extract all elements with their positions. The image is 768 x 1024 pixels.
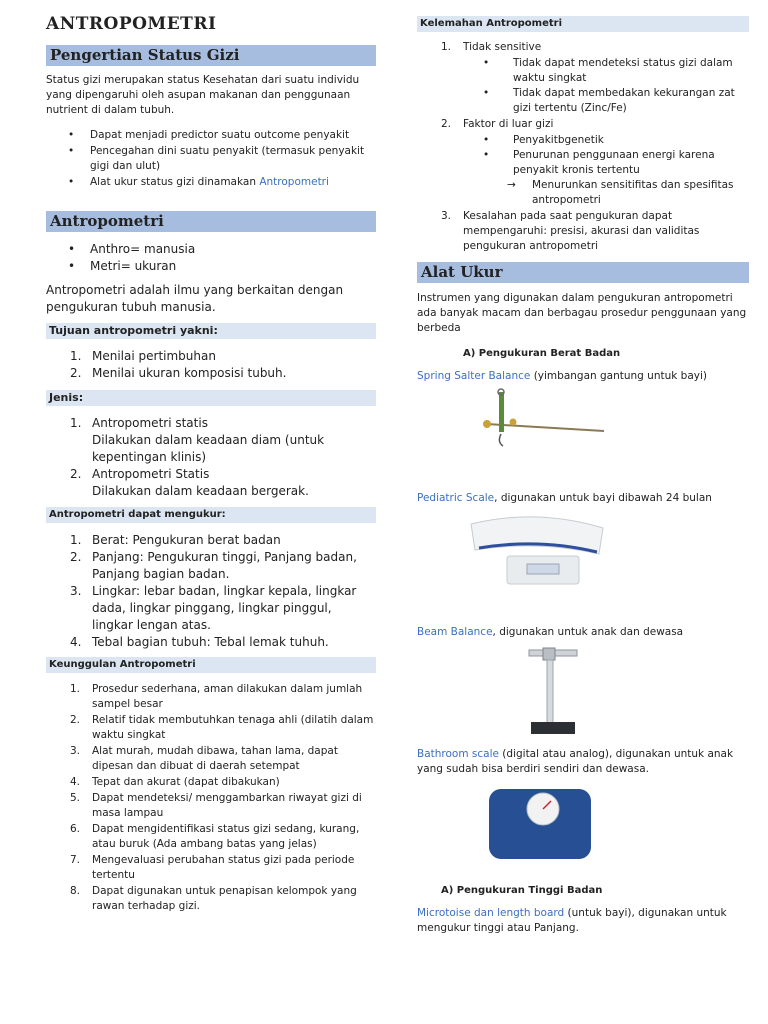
link-beam-balance[interactable]: Beam Balance <box>417 626 493 638</box>
link-pediatric-scale[interactable]: Pediatric Scale <box>417 492 495 504</box>
paragraph-pengertian: Status gizi merupakan status Kesehatan dari suatu individu yang dipengaruhi oleh asupan makanan dan penggunaan nutrient di dalam tubuh. <box>46 74 360 116</box>
list-item: 8. Dapat digunakan untuk penapisan kelompok yang rawan terhadap gizi. <box>70 885 357 912</box>
sublist <box>463 56 749 116</box>
left-column <box>46 0 376 1024</box>
caption-bathroom-scale: Bathroom scale (digital atau analog), digunakan untuk anak yang sudah bisa berdiri sendiri dan dewasa. <box>417 748 734 775</box>
caption-microtoise: Microtoise dan length board (untuk bayi), digunakan untuk mengukur tinggi atau Panjang. <box>417 907 727 934</box>
sublist-item: • Penyakitbgenetik <box>463 133 749 148</box>
link-bathroom-scale[interactable]: Bathroom scale <box>417 748 499 760</box>
link-microtoise[interactable]: Microtoise dan length board <box>417 907 565 919</box>
list-item: 5. Dapat mendeteksi/ menggambarkan riwayat gizi di masa lampau <box>70 792 362 819</box>
heading-pengertian: Pengertian Status Gizi <box>46 45 376 66</box>
list-item: 1. Menilai pertimbuhan <box>70 349 216 363</box>
sublist-item: • Tidak dapat membedakan kekurangan zat gizi tertentu (Zinc/Fe) <box>463 86 749 116</box>
list-item: 3. Lingkar: lebar badan, lingkar kepala, lingkar dada, lingkar pinggang, lingkar pinggul, lingkar lengan atas. <box>70 584 357 632</box>
list-item: 1. Prosedur sederhana, aman dilakukan dalam jumlah sampel besar <box>70 683 363 710</box>
beam-balance-image <box>523 646 589 738</box>
caption-beam-balance: Beam Balance, digunakan untuk anak dan dewasa <box>417 626 684 638</box>
list-mengukur <box>46 532 376 651</box>
sublist-item: • Tidak dapat mendeteksi status gizi dalam waktu singkat <box>463 56 749 86</box>
list-item: 6. Dapat mengidentifikasi status gizi sedang, kurang, atau buruk (Ada ambang batas yang jelas) <box>70 823 360 850</box>
list-jenis <box>46 415 376 500</box>
heading-kelemahan: Kelemahan Antropometri <box>417 16 749 32</box>
list-item: • Metri= ukuran <box>46 258 376 274</box>
right-column <box>417 0 749 1024</box>
list-item: 1. Berat: Pengukuran berat badan <box>70 533 281 547</box>
heading-antropometri: Antropometri <box>46 211 376 232</box>
list-item: 3. Kesalahan pada saat pengukuran dapat mempengaruhi: presisi, akurasi dan validitas pengukuran antropometri <box>441 210 700 252</box>
list-item: 3. Alat murah, mudah dibawa, tahan lama, dapat dipesan dan dibuat di daerah setempat <box>70 745 338 772</box>
list-item: 2. Faktor di luar gizi • Penyakitbgenetik • Penurunan penggunaan energi karena penyakit kronis tertentu → Menurunkan sensitifitas dan spesifitas antropometri <box>417 117 749 208</box>
sublist-item: • Penurunan penggunaan energi karena penyakit kronis tertentu <box>463 148 749 178</box>
list-item: 1. Antropometri statis Dilakukan dalam keadaan diam (untuk kepentingan klinis) <box>70 416 325 464</box>
list-item: 2. Relatif tidak membutuhkan tenaga ahli (dilatih dalam waktu singkat <box>70 714 374 741</box>
list-item: • Anthro= manusia <box>46 241 376 257</box>
list-item: 2. Antropometri Statis Dilakukan dalam keadaan bergerak. <box>70 467 309 498</box>
heading-tujuan: Tujuan antropometri yakni: <box>46 323 376 339</box>
heading-keunggulan: Keunggulan Antropometri <box>46 657 376 673</box>
list-pengertian <box>46 128 376 191</box>
arrow-item: → Menurunkan sensitifitas dan spesifitas antropometri <box>507 179 734 206</box>
subheading-berat-badan: A) Pengukuran Berat Badan <box>463 348 621 359</box>
paragraph-antropometri: Antropometri adalah ilmu yang berkaitan dengan pengukuran tubuh manusia. <box>46 283 344 314</box>
sublist <box>463 133 749 208</box>
heading-jenis: Jenis: <box>46 390 376 406</box>
list-item: • Pencegahan dini suatu penyakit (termasuk penyakit gigi dan ulut) <box>46 144 376 174</box>
list-item: 4. Tepat dan akurat (dapat dibakukan) <box>70 776 280 788</box>
list-item: 2. Menilai ukuran komposisi tubuh. <box>70 366 287 380</box>
list-item: 7. Mengevaluasi perubahan status gizi pada periode tertentu <box>70 854 355 881</box>
list-kelemahan <box>417 40 749 255</box>
list-item <box>46 175 376 190</box>
caption-spring-balance: Spring Salter Balance (yimbangan gantung untuk bayi) <box>417 370 708 382</box>
list-item: 1. Tidak sensitive • Tidak dapat mendeteksi status gizi dalam waktu singkat • Tidak dapat membedakan kekurangan zat gizi tertentu (Zinc/Fe) <box>417 40 749 116</box>
bathroom-scale-image <box>485 783 595 863</box>
list-item-text: Alat ukur status gizi dinamakan <box>90 176 260 188</box>
list-tujuan <box>46 348 376 382</box>
list-item: 2. Panjang: Pengukuran tinggi, Panjang badan, Panjang bagian badan. <box>70 550 357 581</box>
page-title: ANTROPOMETRI <box>46 14 217 34</box>
list-item: 4. Tebal bagian tubuh: Tebal lemak tuhuh. <box>70 635 329 649</box>
list-keunggulan <box>46 682 376 915</box>
link-antropometri[interactable]: Antropometri <box>259 176 329 188</box>
spring-balance-image <box>479 388 609 454</box>
pediatric-scale-image <box>467 510 607 590</box>
list-antropometri <box>46 241 376 275</box>
list-item: • Dapat menjadi predictor suatu outcome penyakit <box>46 128 376 143</box>
link-spring-salter-balance[interactable]: Spring Salter Balance <box>417 370 531 382</box>
caption-pediatric-scale: Pediatric Scale, digunakan untuk bayi dibawah 24 bulan <box>417 492 712 504</box>
arrow-icon: → <box>507 179 516 191</box>
subheading-tinggi-badan: A) Pengukuran Tinggi Badan <box>441 885 603 896</box>
paragraph-alat-ukur: Instrumen yang digunakan dalam pengukuran antropometri ada banyak macam dan berbagau prosedur penggunaan yang berbeda <box>417 292 747 334</box>
heading-alat-ukur: Alat Ukur <box>417 262 749 283</box>
heading-mengukur: Antropometri dapat mengukur: <box>46 507 376 523</box>
